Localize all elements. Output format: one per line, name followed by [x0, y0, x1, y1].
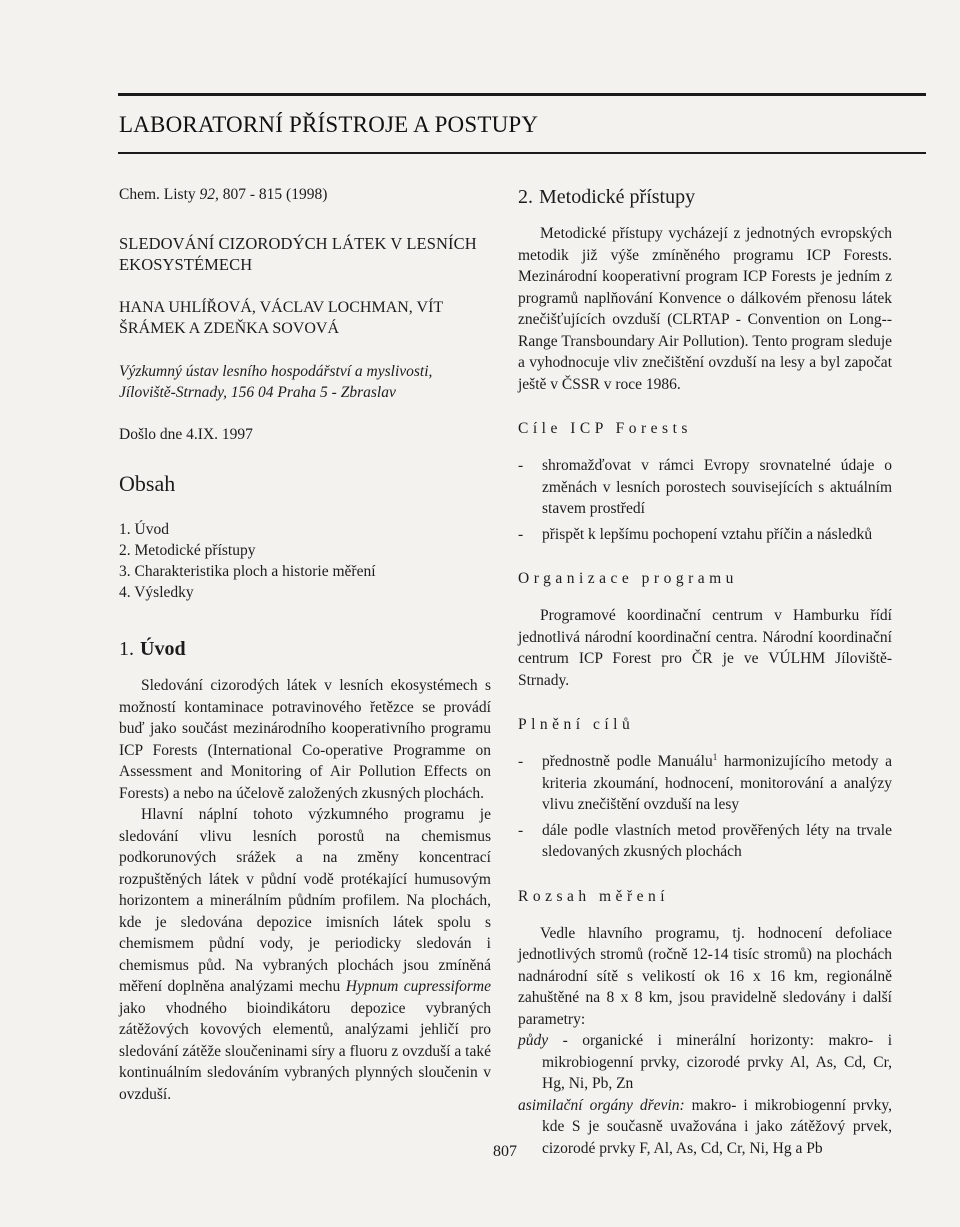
header-rule-top	[118, 93, 926, 96]
organization-paragraph: Programové koordinační centrum v Hamburku řídí jednotlivá národní koordinační centra. Národní koordinační centrum ICP Forest pro ČR je ve VÚLHM Jíloviště-Strnady.	[518, 607, 892, 689]
page-number: 807	[493, 1143, 517, 1160]
scope-paragraph: Vedle hlavního programu, tj. hodnocení defoliace jednotlivých stromů (ročně 12-14 tisíc stromů) na plochách nadnárodní sítě s velikostí ok 16 x 16 km, regionálně zahuštěné na 8 x 8 km, jsou pravidelně sledovány i další parametry:	[518, 924, 892, 1028]
paragraph-text: jako vhodného bioindikátoru depozice vybraných zátěžových kovových elementů, analýzami jehličí pro sledování zátěže sloučeninami síry a fluoru z ovzduší a také kontinuálním sledováním vybraných plynných sloučenin v ovzduší.	[119, 999, 491, 1103]
goals-heading: Cíle ICP Forests	[518, 420, 692, 437]
list-item-text: přispět k lepšímu pochopení vztahu příčin a následků	[542, 525, 873, 543]
citation-volume: 92,	[199, 186, 219, 203]
section-title: Metodické přístupy	[539, 186, 696, 208]
species-name: Hypnum cupressiforme	[345, 978, 492, 995]
list-item-text: harmonizujícího metody a kriteria zkoumání, hodnocení, monitorování a analýzy vlivu znečištění ovzduší na lesy	[542, 753, 892, 813]
tasks-heading: Plnění cílů	[518, 716, 635, 733]
intro-paragraph-2	[119, 804, 491, 1105]
article-authors: HANA UHLÍŘOVÁ, VÁCLAV LOCHMAN, VÍT ŠRÁMEK A ZDEŇKA SOVOVÁ	[119, 299, 443, 337]
list-item	[518, 455, 892, 520]
received-date: Došlo dne 4.IX. 1997	[119, 426, 253, 443]
right-column	[518, 185, 892, 1159]
list-item	[518, 820, 892, 863]
section-header: LABORATORNÍ PŘÍSTROJE A POSTUPY	[119, 112, 539, 137]
intro-paragraph-1: Sledování cizorodých látek v lesních ekosystémech s možností kontaminace potravinového řetězce se provádí buď jako součást mezinárodního kooperativního programu ICP Forests (International Co-operative Programme on Assessment and Monitoring of Air Pollution Effects on Forests) a nebo na účelově založených zkusných plochách.	[119, 677, 491, 802]
methods-intro: Metodické přístupy vycházejí z jednotných evropských metodik již výše zmíněného programu ICP Forests. Mezinárodní kooperativní program ICP Forests je jedním z programů naplňování Konvence o dálkovém přenosu látek znečišťujících ovzduší (CLRTAP - Convention on Long--Range Transboundary Air Pollution). Tento program sleduje a vyhodnocuje vliv znečištění ovzduší na lesy a byl započat ještě v ČSSR v roce 1986.	[518, 225, 892, 393]
dash-bullet: -	[518, 457, 524, 474]
toc-item: 1. Úvod	[119, 521, 169, 538]
toc-item: 3. Charakteristika ploch a historie měření	[119, 563, 376, 580]
toc-item: 4. Výsledky	[119, 584, 194, 601]
list-item-text: přednostně podle Manuálu	[542, 753, 713, 770]
header-rule-bottom	[118, 152, 926, 154]
list-item-text: dále podle vlastních metod prověřených léty na trvale sledovaných zkusných plochách	[542, 821, 892, 860]
parameter-text: makro- i mikrobiogenní prvky, kde S je současně uvažována i jako zátěžový prvek, cizorodé prvky F, Al, As, Cd, Cr, Ni, Hg a Pb	[542, 1096, 892, 1157]
parameter-label: asimilační orgány dřevin:	[518, 1096, 685, 1114]
parameter-label: půdy	[518, 1032, 549, 1049]
list-item	[518, 751, 892, 816]
section-number: 1.	[119, 638, 134, 660]
section-1-heading	[119, 637, 491, 661]
dash-bullet: -	[518, 525, 524, 543]
article-affiliation: Výzkumný ústav lesního hospodářství a myslivosti, Jíloviště-Strnady, 156 04 Praha 5 - Zbraslav	[119, 363, 433, 401]
goals-list	[518, 455, 892, 545]
toc-item: 2. Metodické přístupy	[119, 542, 256, 559]
citation	[119, 185, 491, 205]
left-column	[119, 185, 491, 1105]
footnote-ref: 1	[712, 751, 718, 762]
list-item-text: shromažďovat v rámci Evropy srovnatelné údaje o změnách v lesních porostech souvisejících s aktuálním stavem prostředí	[542, 457, 892, 517]
citation-journal: Chem. Listy	[119, 186, 196, 203]
paragraph-text: Hlavní náplní tohoto výzkumného programu je sledování vlivu lesních porostů na chemismus podkorunových srážek a na změny koncentrací rozpuštěných látek v půdní vodě protékající humusovým horizontem a minerálním půdním profilem. Na plochách, kde je sledována depozice imisních látek spolu s chemismem půdní vody, je periodicky sledován i chemismus půd. Na vybraných plochách jsou zmíněná měření doplněna analýzami mechu	[119, 806, 491, 995]
dash-bullet: -	[518, 753, 524, 770]
tasks-list	[518, 751, 892, 863]
section-2-heading	[518, 185, 892, 209]
citation-pages: 807 - 815 (1998)	[222, 186, 328, 203]
section-number: 2.	[518, 186, 533, 208]
article-title: SLEDOVÁNÍ CIZORODÝCH LÁTEK V LESNÍCH EKOSYSTÉMECH	[119, 234, 477, 274]
toc-heading: Obsah	[119, 471, 176, 496]
list-item	[518, 524, 892, 546]
dash-bullet: -	[518, 821, 524, 839]
section-title: Úvod	[140, 638, 186, 660]
organization-heading: Organizace programu	[518, 570, 738, 587]
parameter-text: - organické i minerální horizonty: makro- i mikrobiogenní prvky, cizorodé prvky Al, As, Cd, Cr, Hg, Ni, Pb, Zn	[542, 1032, 892, 1092]
parameter-soils	[518, 1030, 892, 1095]
table-of-contents	[119, 519, 491, 603]
scope-heading: Rozsah měření	[518, 887, 670, 905]
